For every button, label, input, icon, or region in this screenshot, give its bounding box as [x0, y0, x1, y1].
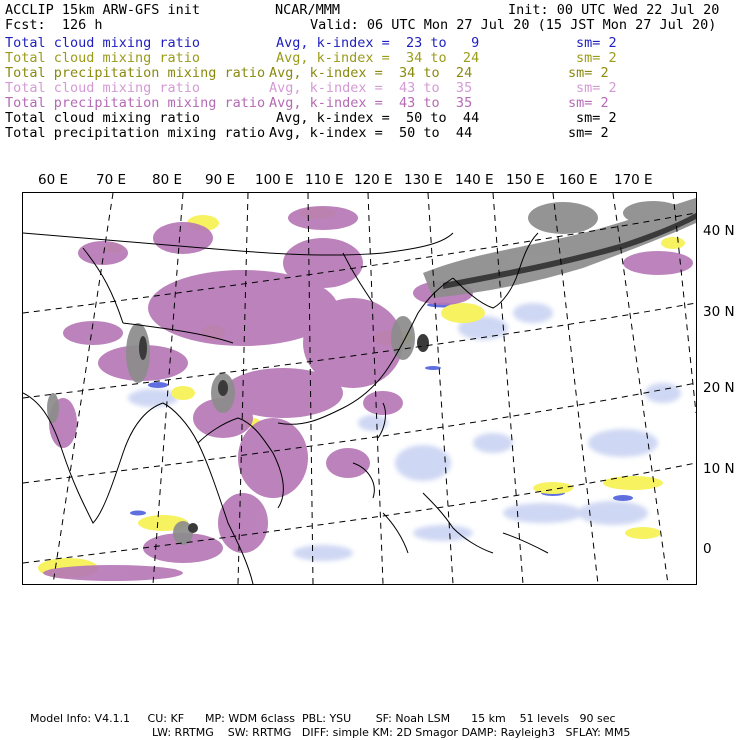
lon-label: 140 E	[455, 172, 494, 188]
layer-sm: sm= 2	[576, 50, 617, 66]
layer-sm: sm= 2	[576, 80, 617, 96]
model-physics: LW: RRTMG SW: RRTMG DIFF: simple KM: 2D Smagor DAMP: Rayleigh3 SFLAY: MM5	[152, 726, 631, 739]
model-info: Model Info: V4.1.1 CU: KF MP: WDM 6class PBL: YSU SF: Noah LSM 15 km 51 levels 90 sec	[30, 712, 616, 725]
lon-label: 160 E	[559, 172, 598, 188]
layer-name: Total precipitation mixing ratio	[5, 65, 266, 81]
layer-sm: sm= 2	[568, 65, 609, 81]
lon-label: 90 E	[205, 172, 235, 188]
lon-label: 120 E	[354, 172, 393, 188]
layer-stat: Avg, k-index = 43 to 35	[269, 95, 473, 111]
layer-stat: Avg, k-index = 34 to 24	[276, 50, 480, 66]
lat-label: 0	[703, 541, 712, 557]
layer-sm: sm= 2	[576, 110, 617, 126]
layer-name: Total cloud mixing ratio	[5, 80, 201, 96]
map-canvas	[23, 193, 696, 584]
layer-stat: Avg, k-index = 50 to 44	[276, 110, 480, 126]
forecast-hour: Fcst: 126 h	[5, 17, 103, 33]
layer-name: Total precipitation mixing ratio	[5, 125, 266, 141]
lon-label: 80 E	[152, 172, 182, 188]
model-title: ACCLIP 15km ARW-GFS init	[5, 2, 201, 18]
lat-label: 40 N	[703, 223, 735, 239]
layer-stat: Avg, k-index = 34 to 24	[269, 65, 473, 81]
layer-stat: Avg, k-index = 23 to 9	[276, 35, 480, 51]
valid-time: Valid: 06 UTC Mon 27 Jul 20 (15 JST Mon 27 Jul 20)	[310, 17, 717, 33]
map-panel	[22, 192, 697, 585]
layer-name: Total cloud mixing ratio	[5, 50, 201, 66]
layer-sm: sm= 2	[576, 35, 617, 51]
lon-label: 170 E	[614, 172, 653, 188]
layer-sm: sm= 2	[568, 95, 609, 111]
lon-label: 100 E	[255, 172, 294, 188]
layer-stat: Avg, k-index = 43 to 35	[269, 80, 473, 96]
lon-label: 130 E	[404, 172, 443, 188]
lon-label: 110 E	[305, 172, 344, 188]
layer-name: Total precipitation mixing ratio	[5, 95, 266, 111]
lat-label: 20 N	[703, 380, 735, 396]
lat-label: 30 N	[703, 304, 735, 320]
lon-label: 70 E	[96, 172, 126, 188]
lat-label: 10 N	[703, 461, 735, 477]
init-time: Init: 00 UTC Wed 22 Jul 20	[508, 2, 720, 18]
layer-name: Total cloud mixing ratio	[5, 110, 201, 126]
layer-name: Total cloud mixing ratio	[5, 35, 201, 51]
lon-label: 60 E	[38, 172, 68, 188]
organization: NCAR/MMM	[275, 2, 341, 18]
lon-label: 150 E	[506, 172, 545, 188]
layer-stat: Avg, k-index = 50 to 44	[269, 125, 473, 141]
layer-sm: sm= 2	[568, 125, 609, 141]
